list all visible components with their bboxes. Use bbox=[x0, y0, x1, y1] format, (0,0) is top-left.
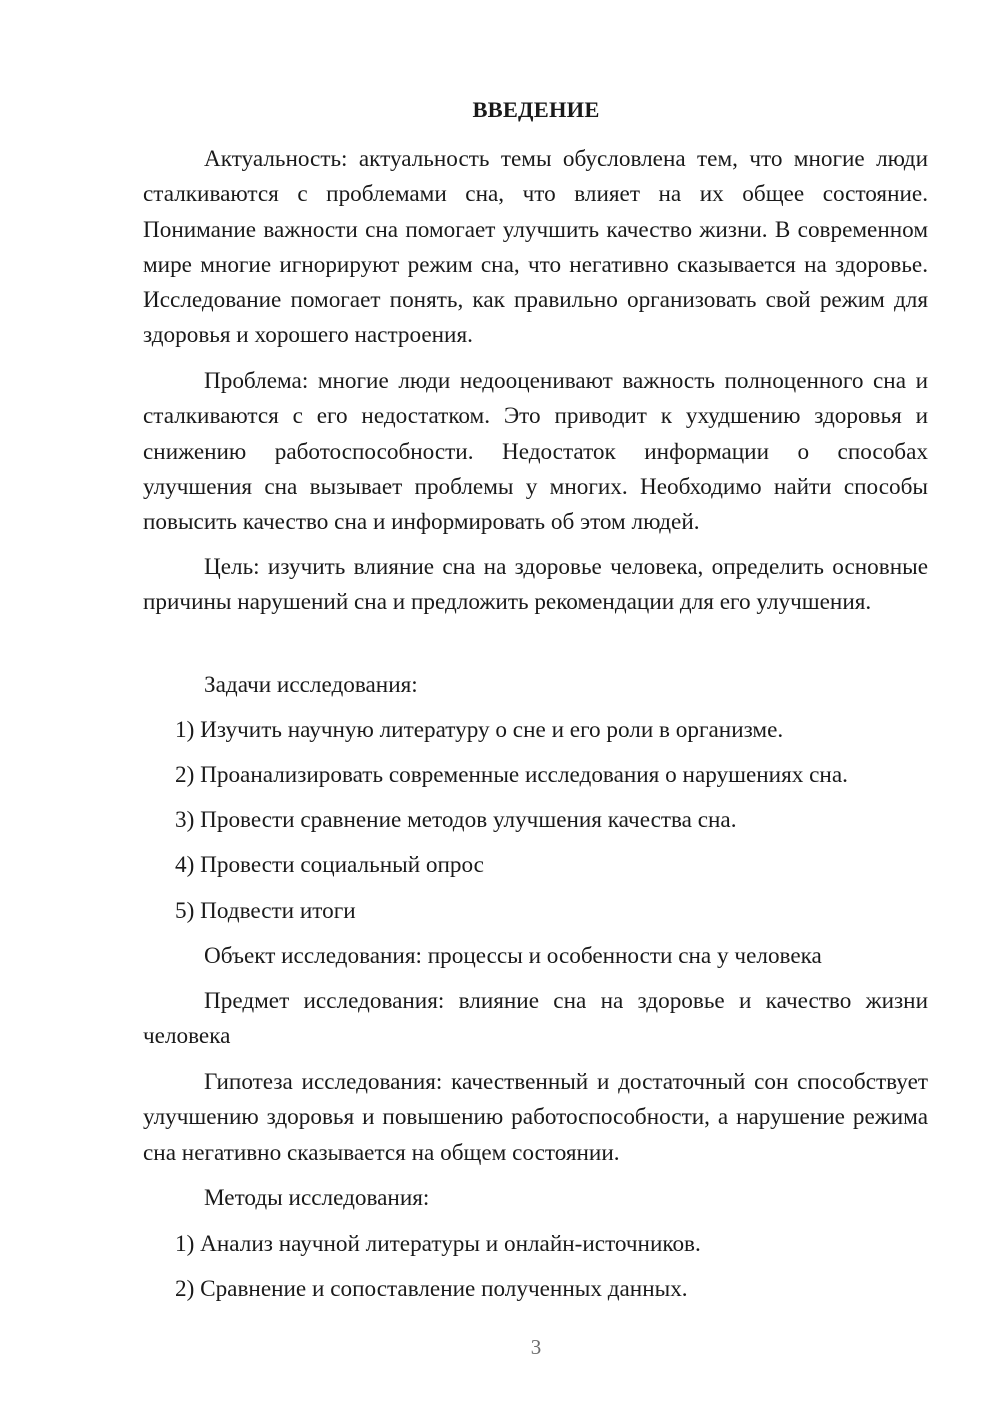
goal-paragraph: Цель: изучить влияние сна на здоровье человека, определить основные причины нарушений сна и предложить рекомендации для его улучшения. bbox=[143, 554, 928, 616]
task-item: 5) Подвести итоги bbox=[175, 898, 356, 924]
task-item: 2) Проанализировать современные исследования о нарушениях сна. bbox=[175, 762, 848, 788]
method-item: 1) Анализ научной литературы и онлайн-источников. bbox=[175, 1231, 701, 1257]
relevance-paragraph: Актуальность: актуальность темы обусловлена тем, что многие люди сталкиваются с проблемами сна, что влияет на их общее состояние. Понимание важности сна помогает улучшить качество жизни. В современном мире многие игнорируют режим сна, что негативно сказывается на здоровье. Исследование помогает понять, как правильно организовать свой режим для здоровья и хорошего настроения. bbox=[143, 146, 928, 349]
methods-heading: Методы исследования: bbox=[204, 1185, 430, 1211]
problem-paragraph: Проблема: многие люди недооценивают важность полноценного сна и сталкиваются с его недостатком. Это приводит к ухудшению здоровья и снижению работоспособности. Недостаток информации о способах улучшения сна вызывает проблемы у многих. Необходимо найти способы повысить качество сна и информировать об этом людей. bbox=[143, 368, 928, 536]
page-title: ВВЕДЕНИЕ bbox=[472, 97, 600, 122]
task-item: 1) Изучить научную литературу о сне и его роли в организме. bbox=[175, 717, 784, 743]
page-number: 3 bbox=[530, 1335, 542, 1359]
subject-paragraph: Предмет исследования: влияние сна на здоровье и качество жизни человека bbox=[143, 988, 928, 1050]
object-line: Объект исследования: процессы и особенности сна у человека bbox=[204, 943, 822, 969]
task-item: 4) Провести социальный опрос bbox=[175, 852, 484, 878]
method-item: 2) Сравнение и сопоставление полученных данных. bbox=[175, 1276, 688, 1302]
task-item: 3) Провести сравнение методов улучшения качества сна. bbox=[175, 807, 737, 833]
hypothesis-paragraph: Гипотеза исследования: качественный и достаточный сон способствует улучшению здоровья и повышению работоспособности, а нарушение режима сна негативно сказывается на общем состоянии. bbox=[143, 1069, 928, 1166]
tasks-heading: Задачи исследования: bbox=[204, 672, 418, 698]
